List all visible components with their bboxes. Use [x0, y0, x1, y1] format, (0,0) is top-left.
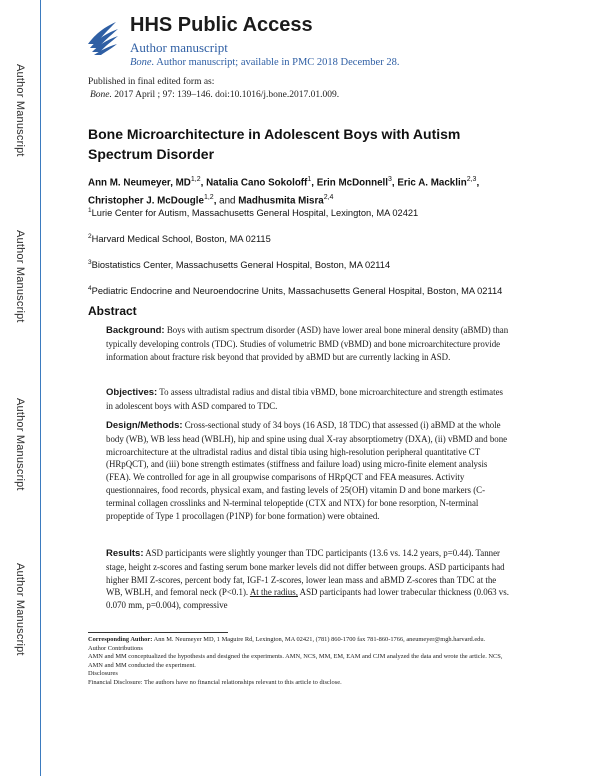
footnote-divider	[88, 632, 228, 633]
publication-info: Published in final edited form as: Bone. 2017 April ; 97: 139–146. doi:10.1016/j.bone.2017.01.009.	[88, 77, 340, 100]
author: Natalia Cano Sokoloff	[206, 177, 308, 189]
abstract-background: Background: Boys with autism spectrum disorder (ASD) have lower areal bone mineral density (aBMD) than typically developing controls (TDC). Studies of volumetric BMD (vBMD) and bone microarchitecture provide information about fracture risk beyond that provided by aBMD but are currently lacking in ASD.	[106, 325, 509, 362]
author: Christopher J. McDougle	[88, 195, 204, 207]
side-label-4: Author Manuscript	[14, 563, 26, 656]
side-label-2: Author Manuscript	[14, 230, 26, 323]
affiliations	[88, 204, 508, 308]
author-list: Ann M. Neumeyer, MD$^{1,2}$, Natalia Cano Sokoloff$^1$, Erin McDonnell$^3$, Eric A. Macklin$^{2,3}$, Christopher J. McDougle$^{1,2}$, and Madhusmita Misra$^{2,4}$	[88, 176, 480, 207]
abstract-heading: Abstract	[88, 304, 137, 318]
article-title: Bone Microarchitecture in Adolescent Boys with Autism Spectrum Disorder	[88, 126, 461, 162]
abstract-objectives: Objectives: To assess ultradistal radius and distal tibia vBMD, bone microarchitecture and strength estimates in adolescent boys with ASD compared to TDC.	[106, 387, 503, 411]
header-availability: Bone. Author manuscript; available in PMC 2018 December 28.	[130, 57, 400, 68]
affiliation: $^3$Biostatistics Center, Massachusetts General Hospital, Boston, MA 02114	[88, 259, 391, 271]
page-header	[84, 14, 584, 72]
author: Eric A. Macklin	[397, 177, 467, 189]
abstract-design: Design/Methods: Cross-sectional study of 34 boys (16 ASD, 18 TDC) that assessed (i) aBMD at the whole body (WB), WB less head (WBLH), hip and spine using dual X-ray absorptiometry (DXA), (ii) vBMD and bone microarchitecture at the ultradistal radius and distal tibia using high-resolution peripheral quantitative CT (HRpQCT), and (iii) bone strength estimates (stiffness and failure load) using micro-finite element analysis (FEA). We controlled for age in all groupwise comparisons of HRpQCT and FEA measures. Activity questionnaires, food records, physical exam, and fasting levels of 25(OH) vitamin D and bone markers (C-terminal collagen crosslinks and N-terminal telopeptide (CTX and NTX) for bone resorption, N-terminal propeptide of Type 1 procollagen (P1NP) for bone formation) were obtained.	[106, 420, 508, 521]
hhs-eagle-logo-icon	[84, 14, 122, 58]
footnotes	[88, 636, 508, 688]
author: Madhusmita Misra	[238, 195, 324, 207]
affiliation: $^1$Lurie Center for Autism, Massachusetts General Hospital, Lexington, MA 02421	[88, 207, 419, 219]
disclosures-heading: Disclosures	[88, 670, 118, 678]
corresponding-author: Corresponding Author: Ann M. Neumeyer MD, 1 Maguire Rd, Lexington, MA 02421, (781) 860-1700 fax 781-860-1766, aneumeyer@mgh.harvard.edu.	[88, 636, 486, 643]
side-margin	[0, 0, 44, 776]
abstract-results: Results: ASD participants were slightly younger than TDC participants (13.6 vs. 14.2 years, p=0.44). Tanner stage, height z-scores and fasting serum bone marker levels did not differ between groups. ASD participants had higher BMI Z-scores, percent body fat, IGF-1 Z-scores, lower lean mass and aBMD Z-scores than TDC at the WB, WBLH, and femoral neck (P<0.1). At the radius, ASD participants had lower trabecular thickness (0.063 vs. 0.070 mm, p=0.004), compressive	[106, 548, 509, 611]
side-label-1: Author Manuscript	[14, 64, 26, 157]
affiliation: $^2$Harvard Medical School, Boston, MA 02115	[88, 233, 271, 245]
disclosures-text: Financial Disclosure: The authors have no financial relationships relevant to this article to disclose.	[88, 678, 342, 686]
side-label-3: Author Manuscript	[14, 398, 26, 491]
affiliation: $^4$Pediatric Endocrine and Neuroendocrine Units, Massachusetts General Hospital, Boston, MA 02114	[88, 285, 503, 297]
header-title: HHS Public Access	[130, 14, 313, 36]
contributions-heading: Author Contributions	[88, 644, 143, 652]
header-subtitle: Author manuscript	[130, 40, 228, 55]
contributions-text: AMN and MM conceptualized the hypothesis and designed the experiments. AMN, NCS, MM, EM, EAM and CJM analyzed the data and wrote the article. NCS, AMN and MM conducted the experiment.	[88, 653, 503, 669]
margin-rule	[40, 0, 41, 776]
author: Erin McDonnell	[316, 177, 388, 189]
author: Ann M. Neumeyer, MD	[88, 177, 191, 189]
